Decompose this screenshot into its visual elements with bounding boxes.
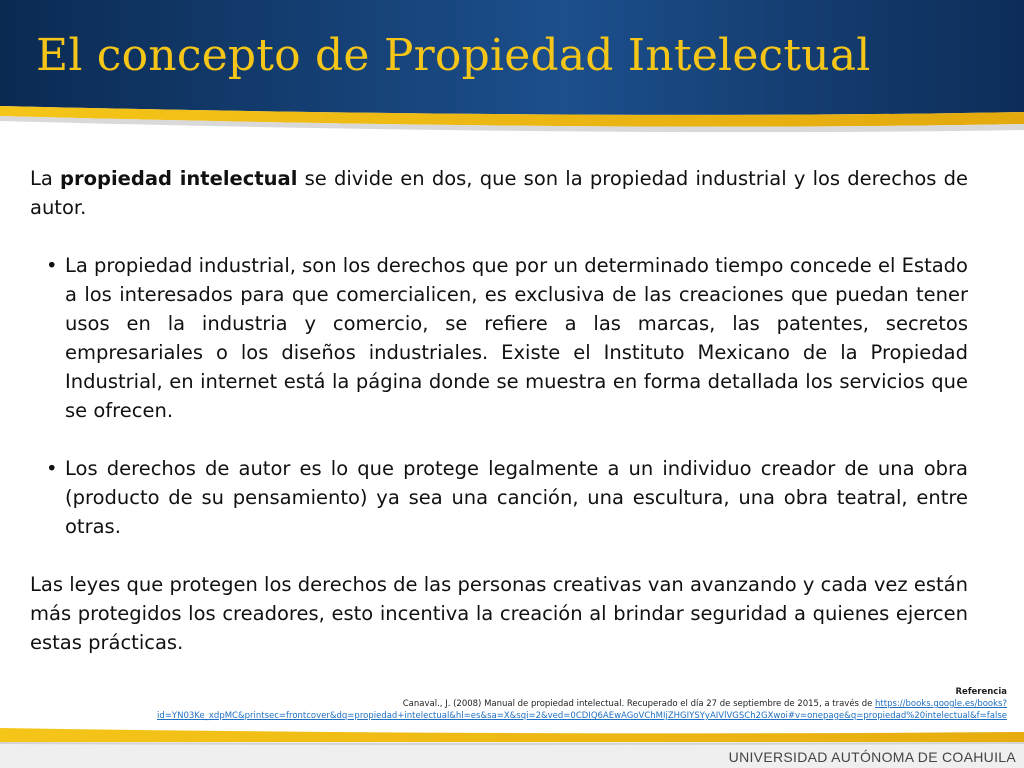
university-name: UNIVERSIDAD AUTÓNOMA DE COAHUILA bbox=[728, 749, 1016, 765]
intro-suffix: se divide en dos, que son la propiedad industrial y los derechos de autor. bbox=[30, 167, 968, 219]
intro-bold-term: propiedad intelectual bbox=[60, 167, 298, 190]
slide-content bbox=[30, 164, 968, 657]
bullet-list bbox=[30, 251, 968, 541]
bullet-dot-icon: • bbox=[46, 457, 58, 480]
bullet-text-autor: Los derechos de autor es lo que protege legalmente a un individuo creador de una obra (producto de su pensamiento) ya sea una canción, una escultura, una obra teatral, entre otras. bbox=[65, 457, 968, 538]
closing-paragraph: Las leyes que protegen los derechos de las personas creativas van avanzando y cada vez están más protegidos los creadores, esto incentiva la creación al brindar seguridad a quienes ejercen estas prácticas. bbox=[30, 573, 968, 654]
footer-banner bbox=[0, 728, 1024, 768]
reference-link[interactable]: https://books.google.es/books?id=YN03Ke_xdpMC&printsec=frontcover&dq=propiedad+intelectual&hl=es&sa=X&sqi=2&ved=0CDIQ6AEwAGoVChMIjZHGIYSYyAIVlVGSCh2GXwoi#v=onepage&q=propiedad%20intelectual&f=false bbox=[157, 699, 1007, 721]
reference-citation: Canaval., J. (2008) Manual de propiedad intelectual. Recuperado el día 27 de septiembre de 2015, a través de bbox=[402, 699, 876, 709]
intro-prefix: La bbox=[30, 167, 61, 190]
header-banner bbox=[0, 0, 1024, 135]
bullet-dot-icon: • bbox=[46, 254, 58, 277]
bullet-item bbox=[30, 454, 968, 541]
bullet-item bbox=[30, 251, 968, 425]
reference-heading: Referencia bbox=[955, 687, 1007, 697]
bullet-text-industrial: La propiedad industrial, son los derechos que por un determinado tiempo concede el Estado a los interesados para que comercialicen, es exclusiva de las creaciones que puedan tener usos en la industria y comercio, se refiere a las marcas, las patentes, secretos empresariales o los diseños industriales. Existe el Instituto Mexicano de la Propiedad Industrial, en internet está la página donde se muestra en forma detallada los servicios que se ofrecen. bbox=[65, 254, 968, 422]
reference-block bbox=[127, 686, 1007, 722]
slide-title: El concepto de Propiedad Intelectual bbox=[36, 30, 871, 81]
intro-paragraph bbox=[30, 164, 968, 222]
